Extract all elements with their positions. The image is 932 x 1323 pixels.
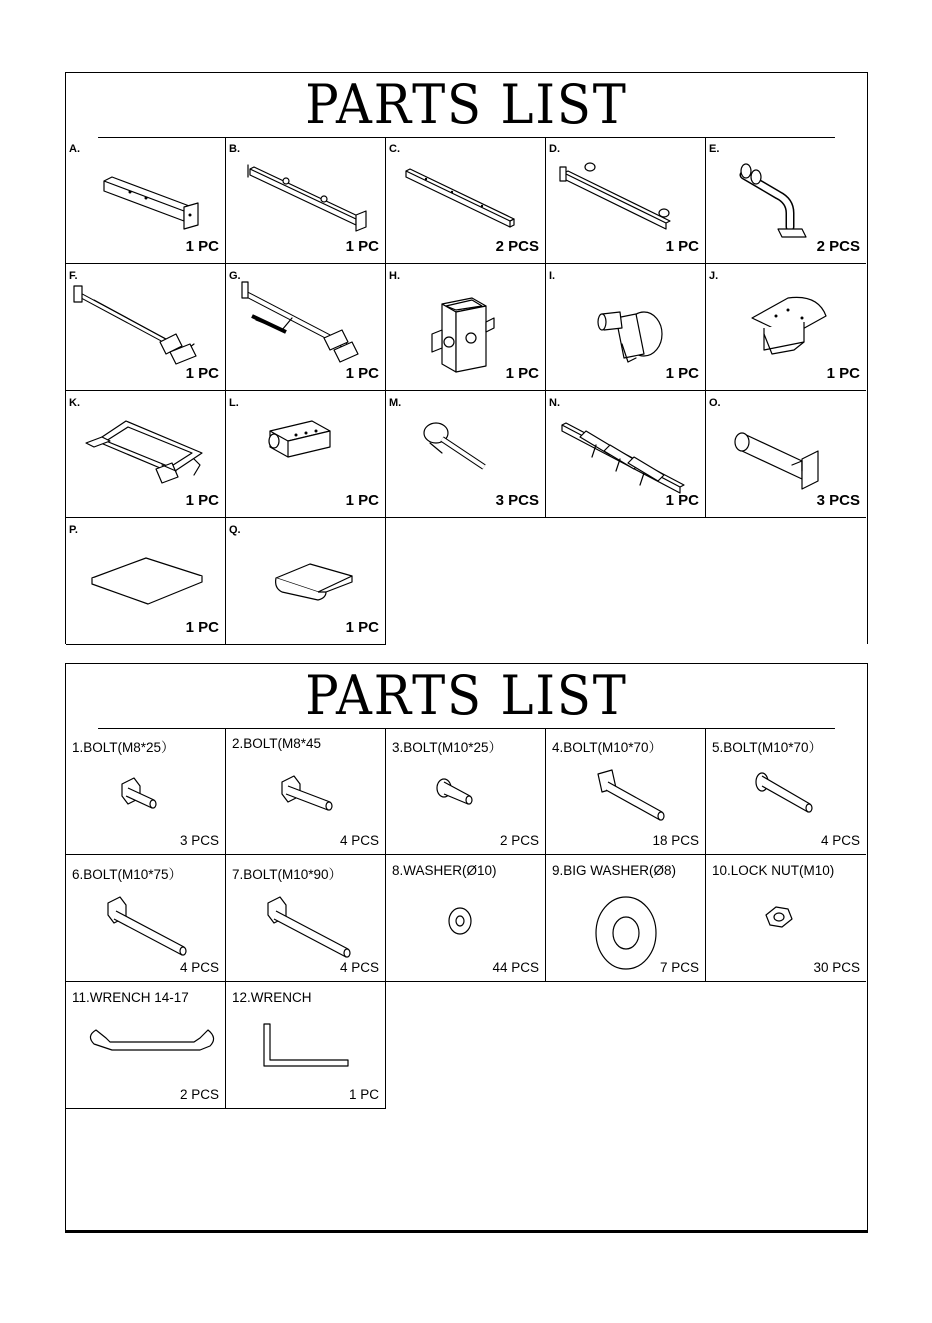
hardware-quantity: 7 PCS	[659, 960, 699, 975]
hardware-label: 4.BOLT(M10*70）	[552, 740, 663, 755]
part-quantity: 1 PC	[185, 492, 219, 509]
parts-list-panel	[65, 72, 868, 644]
part-quantity: 1 PC	[185, 365, 219, 382]
part-cell	[386, 137, 546, 264]
part-letter: M.	[389, 397, 402, 409]
part-quantity: 2 PCS	[495, 238, 539, 255]
part-cell	[226, 264, 386, 391]
part-cell	[386, 264, 546, 391]
part-letter: H.	[389, 270, 400, 282]
hardware-cell	[386, 728, 546, 855]
part-letter: O.	[709, 397, 721, 409]
part-cell	[226, 137, 386, 264]
hardware-cell	[66, 728, 226, 855]
part-quantity: 3 PCS	[816, 492, 860, 509]
part-letter: F.	[69, 270, 78, 282]
part-cell	[706, 264, 866, 391]
part-cell	[706, 391, 866, 518]
part-letter: B.	[229, 143, 240, 155]
part-cell	[66, 518, 226, 645]
part-quantity: 1 PC	[345, 492, 379, 509]
hardware-list-panel	[65, 663, 868, 1233]
part-letter: L.	[229, 397, 239, 409]
hardware-label: 9.BIG WASHER(Ø8)	[552, 863, 677, 878]
part-letter: I.	[549, 270, 556, 282]
part-letter: G.	[229, 270, 241, 282]
hardware-list-title: PARTS LIST	[98, 664, 835, 729]
hardware-quantity: 4 PCS	[339, 960, 379, 975]
hardware-cell	[546, 728, 706, 855]
part-cell	[66, 264, 226, 391]
hardware-cell	[226, 982, 386, 1109]
part-letter: J.	[709, 270, 719, 282]
hardware-label: 7.BOLT(M10*90）	[232, 867, 343, 882]
hardware-cell	[706, 728, 866, 855]
hardware-label: 11.WRENCH 14-17	[72, 990, 189, 1005]
part-quantity: 2 PCS	[816, 238, 860, 255]
part-letter: N.	[549, 397, 560, 409]
part-cell	[546, 391, 706, 518]
hardware-cell	[706, 855, 866, 982]
parts-list-title: PARTS LIST	[98, 73, 835, 138]
hardware-label: 8.WASHER(Ø10)	[392, 863, 497, 878]
hardware-quantity: 4 PCS	[820, 833, 860, 848]
part-quantity: 1 PC	[665, 365, 699, 382]
hardware-quantity: 30 PCS	[813, 960, 860, 975]
hardware-quantity: 3 PCS	[179, 833, 219, 848]
hardware-label: 2.BOLT(M8*45	[232, 736, 322, 751]
part-quantity: 1 PC	[345, 238, 379, 255]
part-letter: A.	[69, 143, 80, 155]
hardware-cell	[386, 855, 546, 982]
hardware-label: 3.BOLT(M10*25）	[392, 740, 503, 755]
part-cell	[546, 264, 706, 391]
part-quantity: 3 PCS	[495, 492, 539, 509]
hardware-quantity: 4 PCS	[179, 960, 219, 975]
part-quantity: 1 PC	[665, 238, 699, 255]
part-cell	[546, 137, 706, 264]
part-letter: C.	[389, 143, 400, 155]
hardware-label: 5.BOLT(M10*70）	[712, 740, 823, 755]
part-letter: E.	[709, 143, 720, 155]
hardware-quantity: 1 PC	[348, 1087, 379, 1102]
part-letter: K.	[69, 397, 80, 409]
hardware-label: 12.WRENCH	[232, 990, 312, 1005]
hardware-quantity: 44 PCS	[492, 960, 539, 975]
hardware-cell	[226, 728, 386, 855]
part-letter: P.	[69, 524, 78, 536]
hardware-cell	[226, 855, 386, 982]
part-cell	[226, 518, 386, 645]
hardware-cell	[546, 855, 706, 982]
hardware-label: 1.BOLT(M8*25）	[72, 740, 175, 755]
part-letter: Q.	[229, 524, 241, 536]
hardware-quantity: 2 PCS	[499, 833, 539, 848]
hardware-label: 6.BOLT(M10*75）	[72, 867, 183, 882]
part-letter: D.	[549, 143, 560, 155]
part-quantity: 1 PC	[826, 365, 860, 382]
part-cell	[226, 391, 386, 518]
hardware-label: 10.LOCK NUT(M10)	[712, 863, 835, 878]
part-quantity: 1 PC	[345, 619, 379, 636]
hardware-cell	[66, 982, 226, 1109]
part-cell	[706, 137, 866, 264]
hardware-quantity: 18 PCS	[652, 833, 699, 848]
part-quantity: 1 PC	[505, 365, 539, 382]
part-quantity: 1 PC	[345, 365, 379, 382]
part-cell	[66, 391, 226, 518]
part-quantity: 1 PC	[665, 492, 699, 509]
part-cell	[386, 391, 546, 518]
part-quantity: 1 PC	[185, 619, 219, 636]
hardware-cell	[66, 855, 226, 982]
part-cell	[66, 137, 226, 264]
hardware-quantity: 2 PCS	[179, 1087, 219, 1102]
part-quantity: 1 PC	[185, 238, 219, 255]
hardware-quantity: 4 PCS	[339, 833, 379, 848]
